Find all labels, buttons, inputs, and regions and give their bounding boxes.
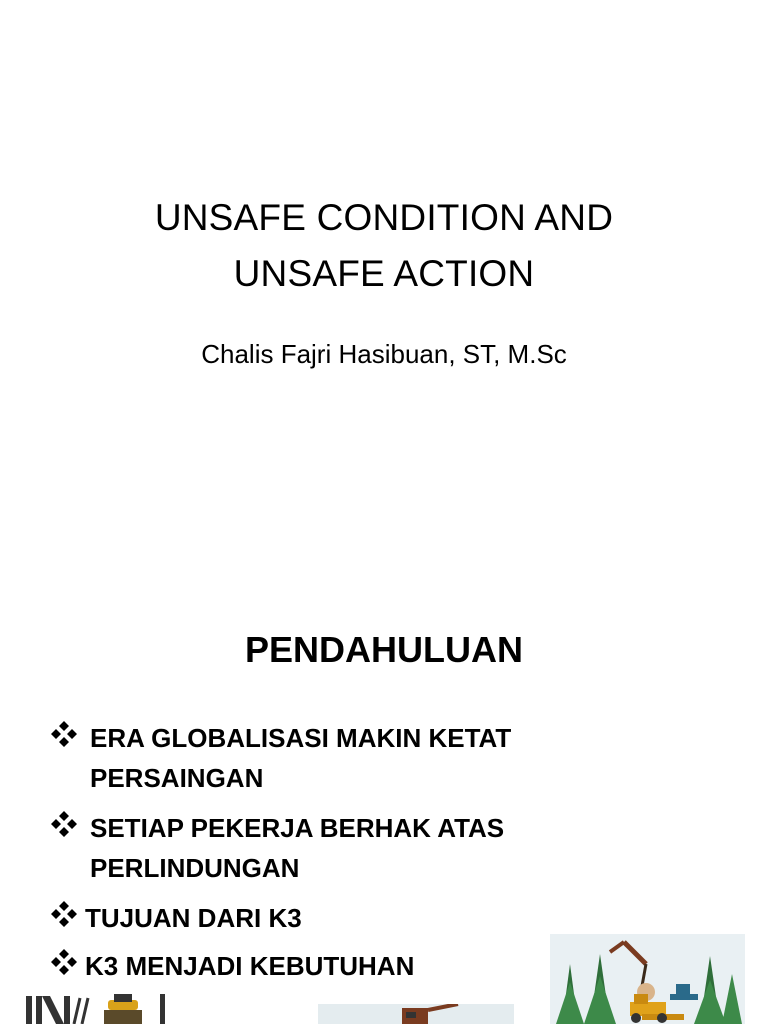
truck-image: [318, 1004, 514, 1024]
bullet-item: [50, 808, 570, 888]
four-diamond-bullet-icon: [50, 900, 78, 928]
slide-title-line-1: UNSAFE CONDITION AND: [154, 197, 614, 238]
bullet-item: [50, 946, 570, 986]
bullet-text: ERA GLOBALISASI MAKIN KETAT PERSAINGAN: [90, 723, 512, 793]
author-name: Chalis Fajri Hasibuan, ST, M.Sc: [201, 339, 567, 369]
slide-title-line-2: UNSAFE ACTION: [233, 253, 535, 294]
bullet-text: SETIAP PEKERJA BERHAK ATAS PERLINDUNGAN: [90, 813, 505, 883]
bullet-text: TUJUAN DARI K3: [85, 903, 302, 933]
four-diamond-bullet-icon: [50, 810, 78, 838]
slide-title: [0, 190, 768, 302]
equipment-logo-image: [24, 990, 174, 1024]
four-diamond-bullet-icon: [50, 720, 78, 748]
bullet-item: [50, 718, 570, 798]
four-diamond-bullet-icon: [50, 948, 78, 976]
bullet-text: K3 MENJADI KEBUTUHAN: [85, 951, 415, 981]
forestry-machine-trees-image: [550, 934, 745, 1024]
content-slide: [0, 576, 768, 1024]
bullet-item: [50, 898, 570, 938]
slide-heading: PENDAHULUAN: [245, 629, 523, 670]
